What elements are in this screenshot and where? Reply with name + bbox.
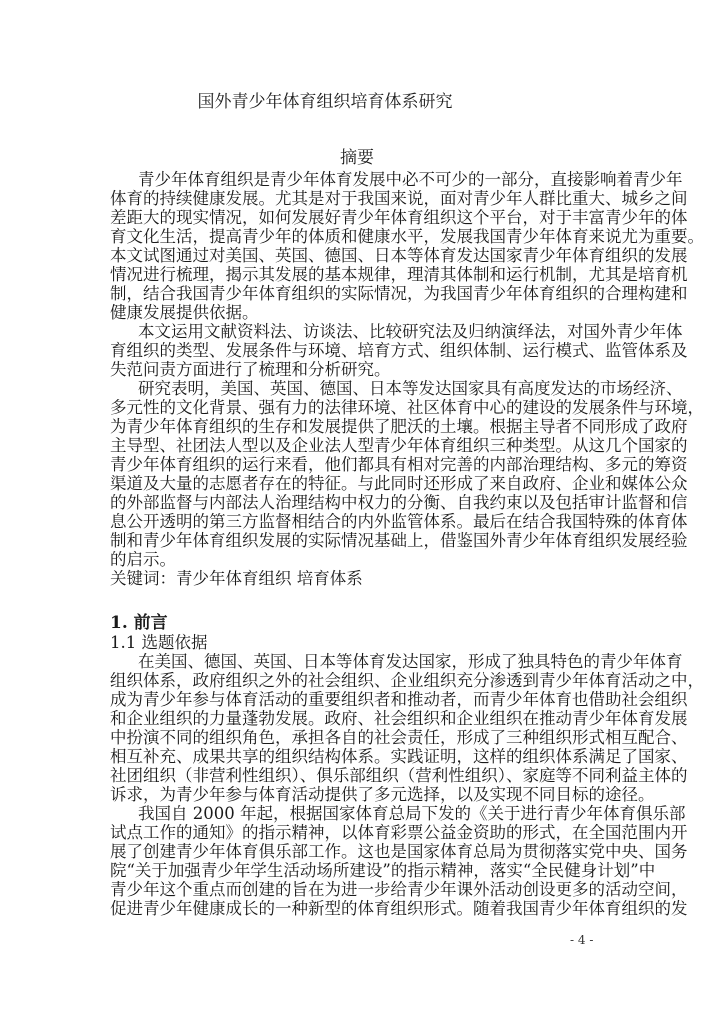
text-line: 中扮演不同的组织角色，承担各自的社会责任，形成了三种组织形式相互配合、	[110, 728, 688, 747]
abstract-heading: 摘要	[340, 148, 374, 168]
text-line: 健康发展提供依据。	[110, 303, 259, 322]
section-body	[110, 652, 704, 918]
text-line: 我国自 2000 年起，根据国家体育总局下发的《关于进行青少年体育俱乐部	[138, 804, 686, 823]
text-line: 诉求，为青少年参与体育活动提供了多元选择，以及实现不同目标的途径。	[110, 785, 655, 804]
text-line: 在美国、德国、英国、日本等体育发达国家，形成了独具特色的青少年体育	[138, 652, 683, 671]
text-line: 院“关于加强青少年学生活动场所建设”的指示精神，落实“全民健身计划”中	[110, 861, 656, 880]
text-line: 青少年这个重点而创建的旨在为进一步给青少年课外活动创设更多的活动空间，	[110, 880, 688, 899]
text-line: 促进青少年健康成长的一种新型的体育组织形式。随着我国青少年体育组织的发	[110, 899, 688, 918]
paragraph	[110, 652, 704, 804]
text-line: 差距大的现实情况，如何发展好青少年体育组织这个平台，对于丰富青少年的体	[110, 208, 688, 227]
text-line: 成为青少年参与体育活动的重要组织者和推动者，而青少年体育也借助社会组织	[110, 690, 688, 709]
paragraph	[110, 322, 688, 379]
text-line: 组织体系，政府组织之外的社会组织、企业组织充分渗透到青少年体育活动之中，	[110, 671, 704, 690]
text-line: 情况进行梳理，揭示其发展的基本规律，理清其体制和运行机制，尤其是培育机	[110, 265, 688, 284]
text-line: 的启示。	[110, 550, 176, 569]
text-line: 体育的持续健康发展。尤其是对于我国来说，面对青少年人群比重大、城乡之间	[110, 189, 688, 208]
text-line: 息公开透明的第三方监督相结合的内外监管体系。最后在结合我国特殊的体育体	[110, 512, 688, 531]
page-number: - 4 -	[570, 933, 594, 947]
text-line: 本文试图通过对美国、英国、德国、日本等体育发达国家青少年体育组织的发展	[110, 246, 688, 265]
text-line: 试点工作的通知》的指示精神，以体育彩票公益金资助的形式，在全国范围内开	[110, 823, 688, 842]
section-heading: 1. 前言	[110, 613, 168, 633]
paragraph	[110, 379, 704, 569]
text-line: 主导型、社团法人型以及企业法人型青少年体育组织三种类型。从这几个国家的	[110, 436, 688, 455]
text-line: 育组织的类型、发展条件与环境、培育方式、组织体制、运行模式、监管体系及	[110, 341, 688, 360]
keywords: 关键词：青少年体育组织 培育体系	[110, 569, 363, 588]
text-line: 青少年体育组织是青少年体育发展中必不可少的一部分，直接影响着青少年	[138, 170, 683, 189]
text-line: 展了创建青少年体育俱乐部工作。这也是国家体育总局为贯彻落实党中央、国务	[110, 842, 688, 861]
text-line: 青少年体育组织的运行来看，他们都具有相对完善的内部治理结构、多元的筹资	[110, 455, 688, 474]
text-line: 和企业组织的力量蓬勃发展。政府、社会组织和企业组织在推动青少年体育发展	[110, 709, 688, 728]
text-line: 失范问责方面进行了梳理和分析研究。	[110, 360, 391, 379]
text-line: 相互补充、成果共享的组织结构体系。实践证明，这样的组织体系满足了国家、	[110, 747, 688, 766]
text-line: 社团组织（非营利性组织）、俱乐部组织（营利性组织）、家庭等不同利益主体的	[110, 766, 688, 785]
text-line: 渠道及大量的志愿者存在的特征。与此同时还形成了来自政府、企业和媒体公众	[110, 474, 688, 493]
text-line: 为青少年体育组织的生存和发展提供了肥沃的土壤。根据主导者不同形成了政府	[110, 417, 688, 436]
paragraph	[110, 804, 688, 918]
paragraph	[110, 170, 704, 322]
text-line: 制，结合我国青少年体育组织的实际情况，为我国青少年体育组织的合理构建和	[110, 284, 688, 303]
subsection-heading: 1.1 选题依据	[110, 633, 208, 652]
text-line: 研究表明，美国、英国、德国、日本等发达国家具有高度发达的市场经济、	[138, 379, 683, 398]
text-line: 育文化生活，提高青少年的体质和健康水平，发展我国青少年体育来说尤为重要。	[110, 227, 704, 246]
text-line: 制和青少年体育组织发展的实际情况基础上，借鉴国外青少年体育组织发展经验	[110, 531, 688, 550]
text-line: 本文运用文献资料法、访谈法、比较研究法及归纳演绎法，对国外青少年体	[138, 322, 683, 341]
text-line: 的外部监督与内部法人治理结构中权力的分衡、自我约束以及包括审计监督和信	[110, 493, 688, 512]
document-title: 国外青少年体育组织培育体系研究	[197, 92, 453, 112]
text-line: 多元性的文化背景、强有力的法律环境、社区体育中心的建设的发展条件与环境，	[110, 398, 704, 417]
abstract-body	[110, 170, 704, 588]
